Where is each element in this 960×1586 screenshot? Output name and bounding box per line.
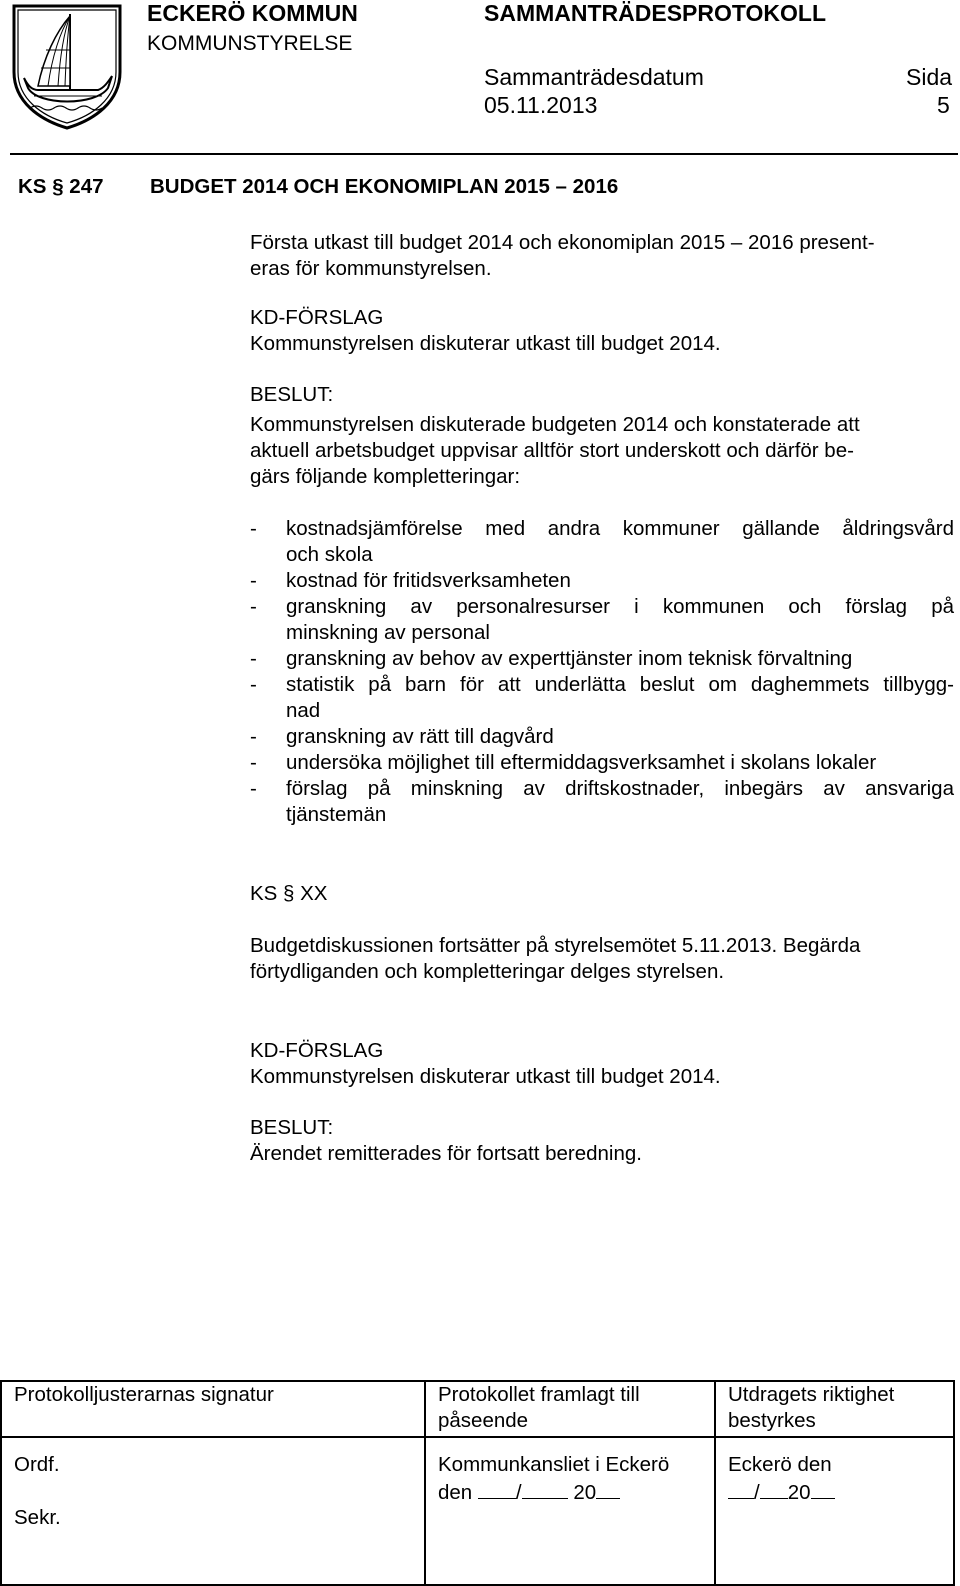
- item-code: KS: [18, 175, 47, 198]
- item-number: 247: [69, 175, 104, 198]
- signature-header-cell: [1, 1381, 425, 1437]
- certified-header-line-1: Utdragets riktighet: [728, 1383, 895, 1406]
- list-item: - kostnadsjämförelse med andra kommuner gällande åldringsvård och skola: [250, 517, 954, 566]
- date-slash: /: [515, 1481, 522, 1504]
- certified-header-cell: [715, 1381, 954, 1437]
- certified-header-line-2: bestyrkes: [728, 1409, 816, 1432]
- list-item: - granskning av personalresurser i kommunen och förslag på minskning av personal: [250, 595, 954, 644]
- chair-label: Ordf.: [14, 1453, 60, 1476]
- office-label: Kommunkansliet i Eckerö: [438, 1453, 670, 1476]
- signature-cell: [1, 1437, 425, 1585]
- signature-header: Protokolljusterarnas signatur: [14, 1383, 274, 1406]
- posted-cell: [425, 1437, 715, 1585]
- meeting-date-label: Sammanträdesdatum: [484, 64, 704, 90]
- date-slash: /: [754, 1481, 760, 1504]
- list-item: - granskning av behov av experttjänster inom teknisk förvaltning: [250, 647, 853, 670]
- list-item: - statistik på barn för att underlätta beslut om daghemmets tillbygg- nad: [250, 673, 954, 722]
- signature-table: [0, 1380, 955, 1586]
- section-icon: §: [52, 175, 64, 198]
- item-title: BUDGET 2014 OCH EKONOMIPLAN 2015 – 2016: [150, 175, 619, 198]
- certified-cell: [715, 1437, 954, 1585]
- item-ref: [18, 175, 104, 199]
- list-item: - granskning av rätt till dagvård: [250, 725, 554, 748]
- year-blank: [596, 1478, 620, 1499]
- list-item: - undersöka möjlighet till eftermiddagsverksamhet i skolans lokaler: [250, 751, 877, 774]
- board-name: KOMMUNSTYRELSE: [147, 32, 353, 55]
- posted-header-line-1: Protokollet framlagt till: [438, 1383, 640, 1406]
- month-blank: [760, 1478, 788, 1499]
- secretary-label: Sekr.: [14, 1506, 61, 1529]
- den-label: den: [438, 1481, 473, 1504]
- decision-line-3: gärs följande kompletteringar:: [250, 465, 521, 488]
- followup-proposal-heading: KD-FÖRSLAG: [250, 1039, 384, 1062]
- header-rule: [10, 153, 958, 155]
- month-blank: [522, 1478, 568, 1499]
- year-prefix: 20: [573, 1481, 597, 1504]
- meeting-date: 05.11.2013: [484, 92, 598, 118]
- intro-line-2: eras för kommunstyrelsen.: [250, 257, 492, 280]
- year-blank: [811, 1478, 835, 1499]
- decision-heading: BESLUT:: [250, 383, 334, 406]
- page-label: Sida: [906, 64, 953, 90]
- decision-line-2: aktuell arbetsbudget uppvisar alltför stort underskott och därför be-: [250, 439, 854, 462]
- municipality-name: ECKERÖ KOMMUN: [147, 0, 358, 26]
- proposal-text: Kommunstyrelsen diskuterar utkast till budget 2014.: [250, 332, 721, 355]
- followup-decision-text: Ärendet remitterades för fortsatt beredning.: [250, 1142, 642, 1165]
- completion-list: [250, 516, 954, 828]
- intro-line-1: Första utkast till budget 2014 och ekonomiplan 2015 – 2016 present-: [250, 231, 875, 254]
- followup-proposal-text: Kommunstyrelsen diskuterar utkast till budget 2014.: [250, 1065, 721, 1088]
- page-number: 5: [937, 92, 950, 118]
- list-item: - kostnad för fritidsverksamheten: [250, 569, 571, 592]
- day-blank: [728, 1478, 754, 1499]
- proposal-heading: KD-FÖRSLAG: [250, 306, 384, 329]
- followup-ref: KS § XX: [250, 882, 328, 905]
- followup-line-1: Budgetdiskussionen fortsätter på styrelsemötet 5.11.2013. Begärda: [250, 934, 861, 957]
- followup-line-2: förtydliganden och kompletteringar delges styrelsen.: [250, 960, 725, 983]
- followup-decision-heading: BESLUT:: [250, 1116, 334, 1139]
- place-date-label: Eckerö den: [728, 1453, 832, 1476]
- year-prefix: 20: [787, 1481, 811, 1504]
- posted-header-line-2: påseende: [438, 1409, 529, 1432]
- document-type: SAMMANTRÄDESPROTOKOLL: [484, 0, 827, 26]
- list-item: - förslag på minskning av driftskostnader, inbegärs av ansvariga tjänstemän: [250, 777, 954, 826]
- day-blank: [478, 1478, 516, 1499]
- decision-line-1: Kommunstyrelsen diskuterade budgeten 2014 och konstaterade att: [250, 413, 860, 436]
- posted-header-cell: [425, 1381, 715, 1437]
- municipality-logo: [8, 2, 126, 130]
